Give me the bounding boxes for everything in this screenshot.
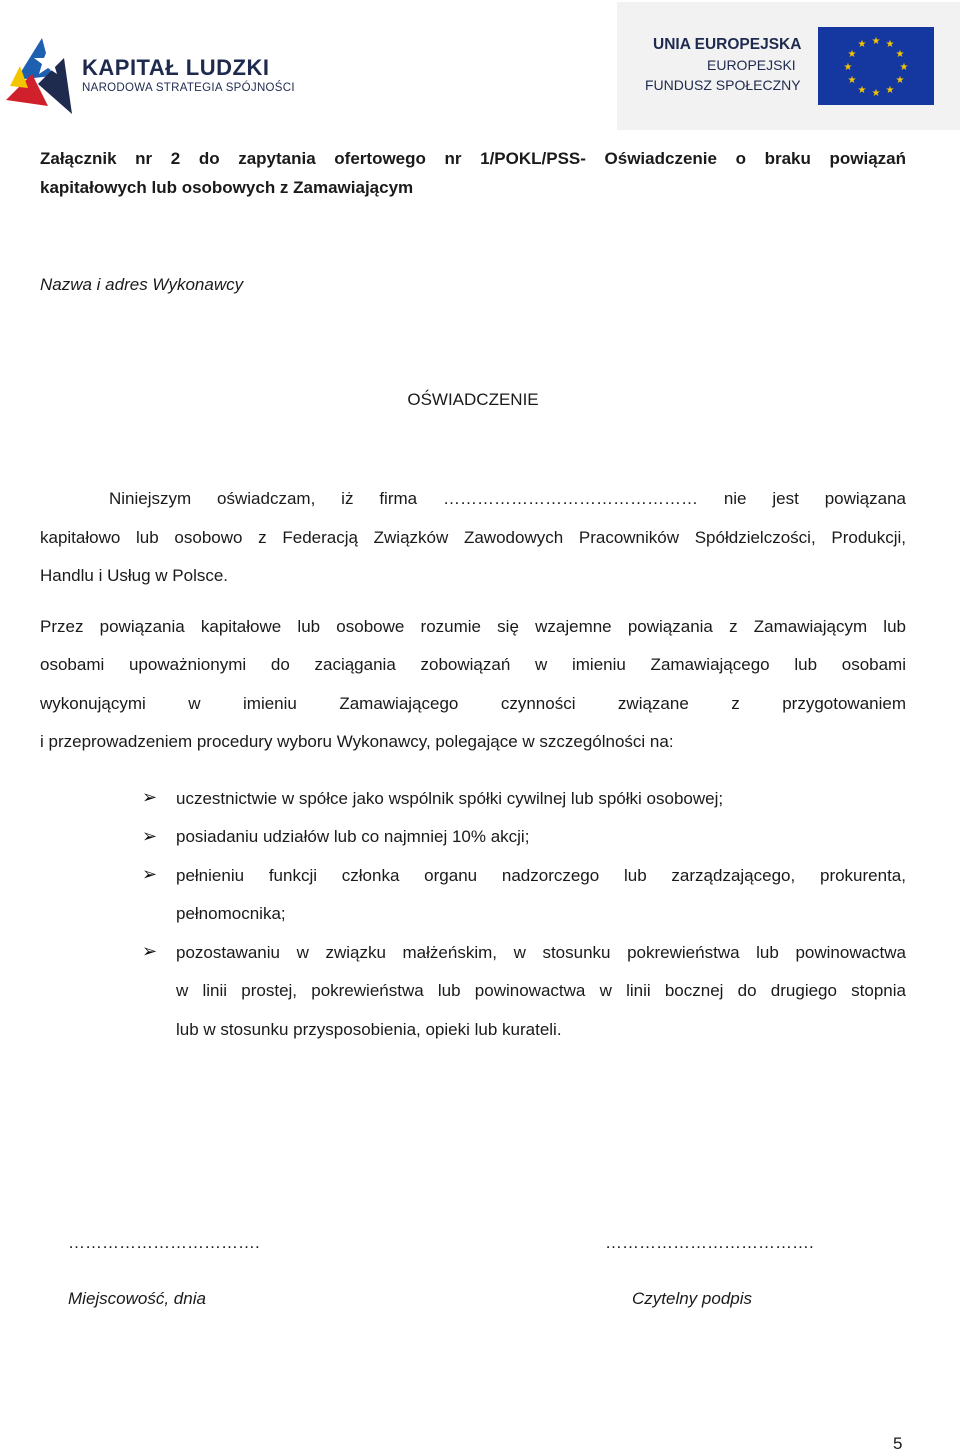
kapital-ludzki-emblem	[2, 18, 82, 118]
list-item-line: lub w stosunku przysposobienia, opieki lub kurateli.	[176, 1020, 562, 1039]
place-date-label: Miejscowość, dnia	[68, 1289, 206, 1308]
signature-label: Czytelny podpis	[632, 1289, 753, 1308]
definition-line4: i przeprowadzeniem procedury wyboru Wykonawcy, polegające w szczególności na:	[40, 732, 674, 751]
declaration-line3: Handlu i Usług w Polsce.	[40, 566, 229, 585]
kapital-ludzki-name: KAPITAŁ LUDZKI	[82, 55, 270, 80]
page-number: 5	[893, 1434, 903, 1453]
svg-text:★: ★	[857, 85, 867, 96]
svg-text:★: ★	[885, 39, 895, 50]
list-item-line: pozostawaniu w związku małżeńskim, w stosunku pokrewieństwa lub powinowactwa	[176, 943, 906, 962]
declaration-heading: OŚWIADCZENIE	[407, 390, 539, 409]
signature-dotted-line: ……………………………….	[605, 1233, 814, 1252]
declaration-line1: Niniejszym oświadczam, iż firma ……………………………………… nie jest powiązana	[109, 489, 906, 508]
definition-line1: Przez powiązania kapitałowe lub osobowe rozumie się wzajemne powiązania z Zamawiającym lub	[40, 617, 906, 636]
list-item-line: uczestnictwie w spółce jako wspólnik spółki cywilnej lub spółki osobowej;	[176, 789, 724, 808]
declaration-line2: kapitałowo lub osobowo z Federacją Związków Zawodowych Pracowników Spółdzielczości, Produkcji,	[40, 528, 906, 547]
eu-logo-line3: FUNDUSZ SPOŁECZNY	[645, 77, 801, 93]
svg-text:★: ★	[847, 49, 857, 60]
document-title-line1: Załącznik nr 2 do zapytania ofertowego nr 1/POKL/PSS- Oświadczenie o braku powiązań	[40, 149, 906, 168]
list-item-line: posiadaniu udziałów lub co najmniej 10% akcji;	[176, 827, 530, 846]
list-item-line: w linii prostej, pokrewieństwa lub powinowactwa w linii bocznej do drugiego stopnia	[176, 981, 906, 1000]
document-title-line2: kapitałowych lub osobowych z Zamawiającym	[40, 178, 414, 197]
svg-text:★: ★	[871, 88, 881, 99]
svg-text:★: ★	[857, 39, 867, 50]
svg-text:★: ★	[843, 62, 853, 73]
contractor-name-address-label: Nazwa i adres Wykonawcy	[40, 275, 244, 294]
svg-text:★: ★	[847, 75, 857, 86]
bullet-arrow-icon: ➢	[142, 787, 158, 807]
definition-line2: osobami upoważnionymi do zaciągania zobowiązań w imieniu Zamawiającego lub osobami	[40, 655, 906, 674]
svg-text:★: ★	[871, 36, 881, 47]
definition-line3: wykonującymi w imieniu Zamawiającego czynności związane z przygotowaniem	[40, 694, 906, 713]
eu-logo-line2: EUROPEJSKI	[707, 57, 796, 73]
svg-text:★: ★	[895, 75, 905, 86]
svg-text:★: ★	[899, 62, 909, 73]
svg-text:★: ★	[895, 49, 905, 60]
eu-logo-line1: UNIA EUROPEJSKA	[653, 36, 802, 53]
eu-flag-icon	[818, 27, 934, 105]
place-date-dotted-line: …………………………….	[68, 1233, 260, 1252]
bullet-arrow-icon: ➢	[142, 941, 158, 961]
svg-text:★: ★	[885, 85, 895, 96]
bullet-arrow-icon: ➢	[142, 826, 158, 846]
list-item-line: pełnomocnika;	[176, 904, 286, 923]
list-item-line: pełnieniu funkcji członka organu nadzorczego lub zarządzającego, prokurenta,	[176, 866, 906, 885]
bullet-arrow-icon: ➢	[142, 864, 158, 884]
kapital-ludzki-subtitle: NARODOWA STRATEGIA SPÓJNOŚCI	[82, 82, 295, 94]
